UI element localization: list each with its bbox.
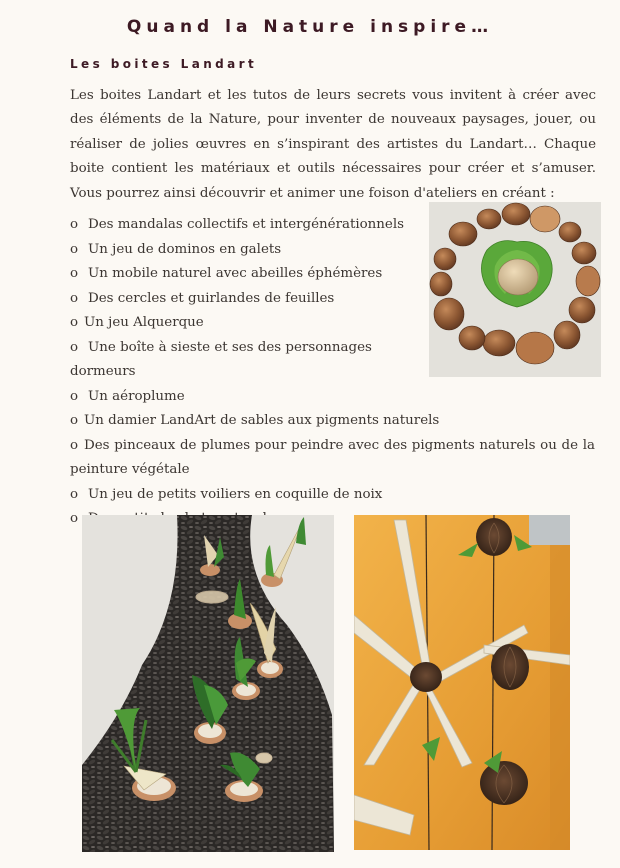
list-item: o Un jeu de petits voiliers en coquille de noix — [70, 483, 595, 508]
bullet-icon: o — [70, 217, 79, 232]
pinecone-mobile-photo — [354, 515, 570, 850]
nutshell-sailboats-image — [82, 515, 334, 852]
bullet-icon: o — [70, 413, 79, 428]
list-item: o Un mobile naturel avec abeilles éphémères — [70, 262, 420, 287]
list-item: o Un aéroplume — [70, 385, 420, 410]
list-item: o Un jeu de dominos en galets — [70, 238, 420, 263]
bullet-icon: o — [70, 339, 79, 355]
bullet-icon: o — [70, 486, 79, 502]
nutshell-sailboats-photo — [82, 515, 334, 852]
bullet-icon: o — [70, 266, 79, 281]
list-item: o Des pinceaux de plumes pour peindre avec des pigments naturels ou de la peinture végétale — [70, 434, 595, 483]
list-item: o Une boîte à sieste et ses des personnages dormeurs — [70, 336, 420, 385]
list-item: o Un damier LandArt de sables aux pigments naturels — [70, 409, 595, 434]
walnut-mandala-image — [429, 202, 601, 377]
bullet-icon: o — [70, 388, 79, 404]
list-item: o Des cercles et guirlandes de feuilles — [70, 287, 420, 312]
bullet-icon: o — [70, 315, 79, 330]
list-item: o Des mandalas collectifs et intergénérationnels — [70, 213, 420, 238]
pinecone-mobile-image — [354, 515, 570, 850]
bullet-icon: o — [70, 511, 79, 526]
section-subtitle: Les boites Landart — [70, 57, 258, 71]
bullet-icon: o — [70, 437, 79, 453]
walnut-mandala-photo — [429, 202, 601, 377]
list-item: o Un jeu Alquerque — [70, 311, 420, 336]
bullet-icon: o — [70, 290, 79, 306]
bullet-icon: o — [70, 241, 79, 257]
page-title: Quand la Nature inspire… — [126, 17, 494, 37]
intro-paragraph: Les boites Landart et les tutos de leurs secrets vous invitent à créer avec des éléments de la Nature, pour inventer de nouveaux paysages, jouer, ou réaliser de jolies œuvres en s’inspirant des artistes du Landart… Chaque boite contient les matériaux et outils nécessaires pour créer et s’amuser. Vous pourrez ainsi découvrir et animer une foison d'ateliers en créant : — [70, 88, 596, 201]
